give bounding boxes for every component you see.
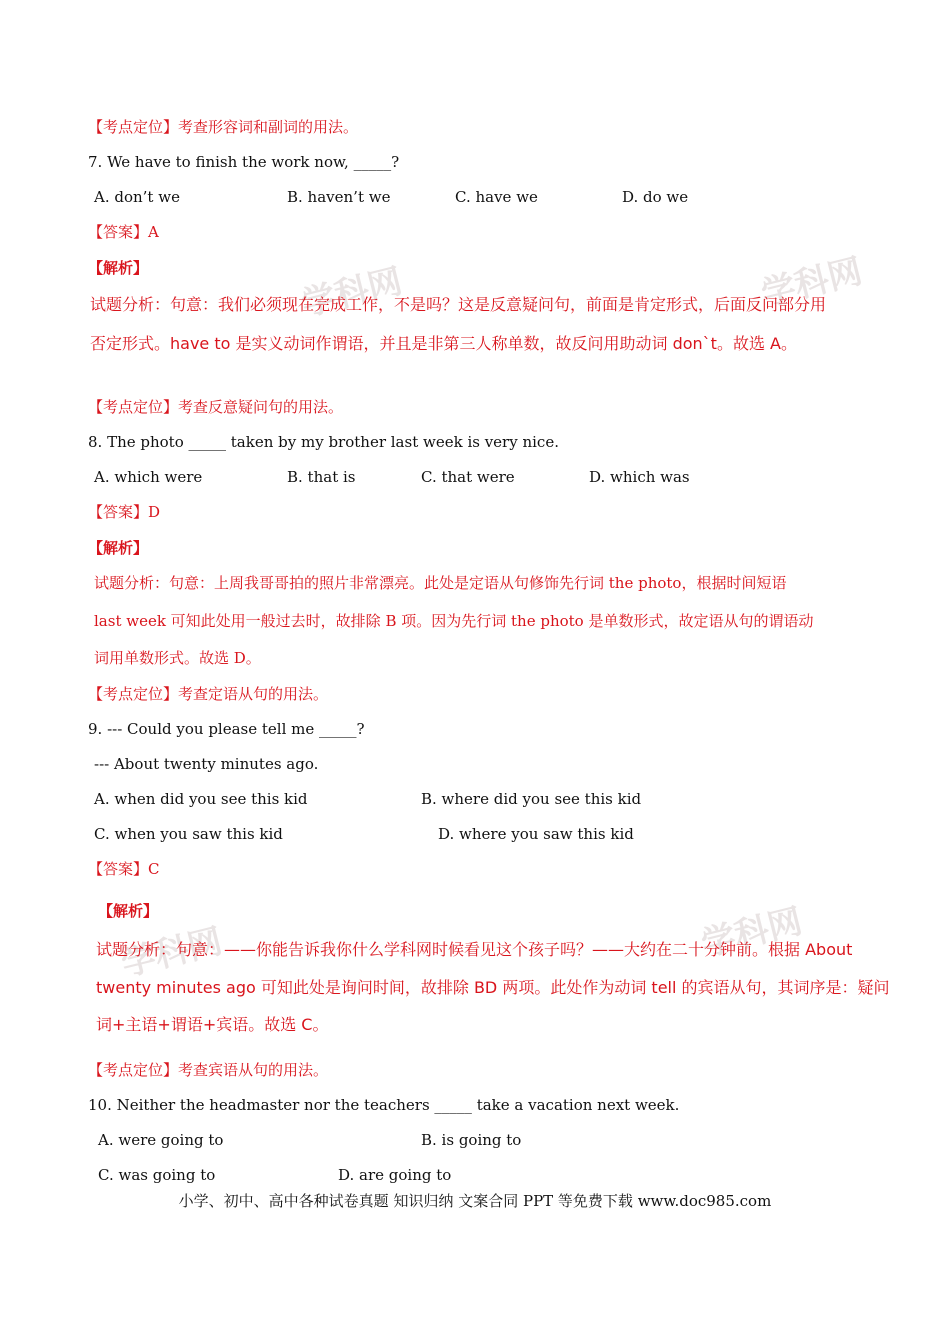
option-d: D. which was [589,468,690,486]
analysis-line: 词+主语+谓语+宾语。故选 C。 [96,1015,329,1034]
watermark: 学科网 [697,901,807,965]
option-c: C. that were [421,468,515,486]
option-b: B. where did you see this kid [421,790,642,808]
kaodian-label: 【考点定位】考查反意疑问句的用法。 [88,398,344,416]
analysis-line: 试题分析：句意：——你能告诉我你什么学科网时候看见这个孩子吗？——大约在二十分钟前。根据 About [96,940,853,959]
kaodian-label: 【考点定位】考查定语从句的用法。 [88,685,329,703]
analysis-line: 否定形式。have to 是实义动词作谓语，并且是非第三人称单数，故反问用助动词 don`t。故选 A。 [90,334,797,353]
watermark: 学科网 [297,261,407,325]
analysis-line: twenty minutes ago 可知此处是询问时间，故排除 BD 两项。此处作为动词 tell 的宾语从句，其词序是：疑问 [96,978,890,997]
option-c: C. was going to [98,1166,216,1184]
option-a: A. when did you see this kid [94,790,308,808]
analysis-line: 词用单数形式。故选 D。 [94,649,261,667]
option-b: B. that is [287,468,356,486]
analysis-line: last week 可知此处用一般过去时，故排除 B 项。因为先行词 the photo 是单数形式，故定语从句的谓语动 [94,612,814,630]
question-stem: 7. We have to finish the work now, _____? [88,153,400,171]
answer-label: 【答案】D [88,503,161,521]
option-c: C. when you saw this kid [94,825,283,843]
jiexi-label: 【解析】 [88,539,149,557]
option-b: B. is going to [421,1131,522,1149]
analysis-line: 试题分析：句意：上周我哥哥拍的照片非常漂亮。此处是定语从句修饰先行词 the photo，根据时间短语 [94,574,787,592]
page-footer: 小学、初中、高中各种试卷真题 知识归纳 文案合同 PPT 等免费下载 www.doc985.com [178,1192,772,1210]
dialogue-reply: --- About twenty minutes ago. [94,755,319,773]
option-b: B. haven’t we [287,188,391,206]
analysis-line: 试题分析：句意：我们必须现在完成工作，不是吗？这是反意疑问句，前面是肯定形式，后面反问部分用 [90,295,827,314]
answer-label: 【答案】A [88,223,159,241]
option-d: D. where you saw this kid [438,825,634,843]
option-a: A. which were [94,468,203,486]
option-a: A. were going to [98,1131,224,1149]
option-d: D. do we [622,188,689,206]
jiexi-label: 【解析】 [98,902,159,920]
question-stem: 10. Neither the headmaster nor the teachers _____ take a vacation next week. [88,1096,680,1114]
answer-label: 【答案】C [88,860,160,878]
option-c: C. have we [455,188,538,206]
question-stem: 9. --- Could you please tell me _____? [88,720,365,738]
kaodian-label: 【考点定位】考查形容词和副词的用法。 [88,118,359,136]
watermark: 学科网 [117,921,227,985]
option-a: A. don’t we [94,188,180,206]
watermark: 学科网 [757,251,867,315]
kaodian-label: 【考点定位】考查宾语从句的用法。 [88,1061,329,1079]
jiexi-label: 【解析】 [88,259,149,277]
option-d: D. are going to [338,1166,452,1184]
question-stem: 8. The photo _____ taken by my brother last week is very nice. [88,433,559,451]
